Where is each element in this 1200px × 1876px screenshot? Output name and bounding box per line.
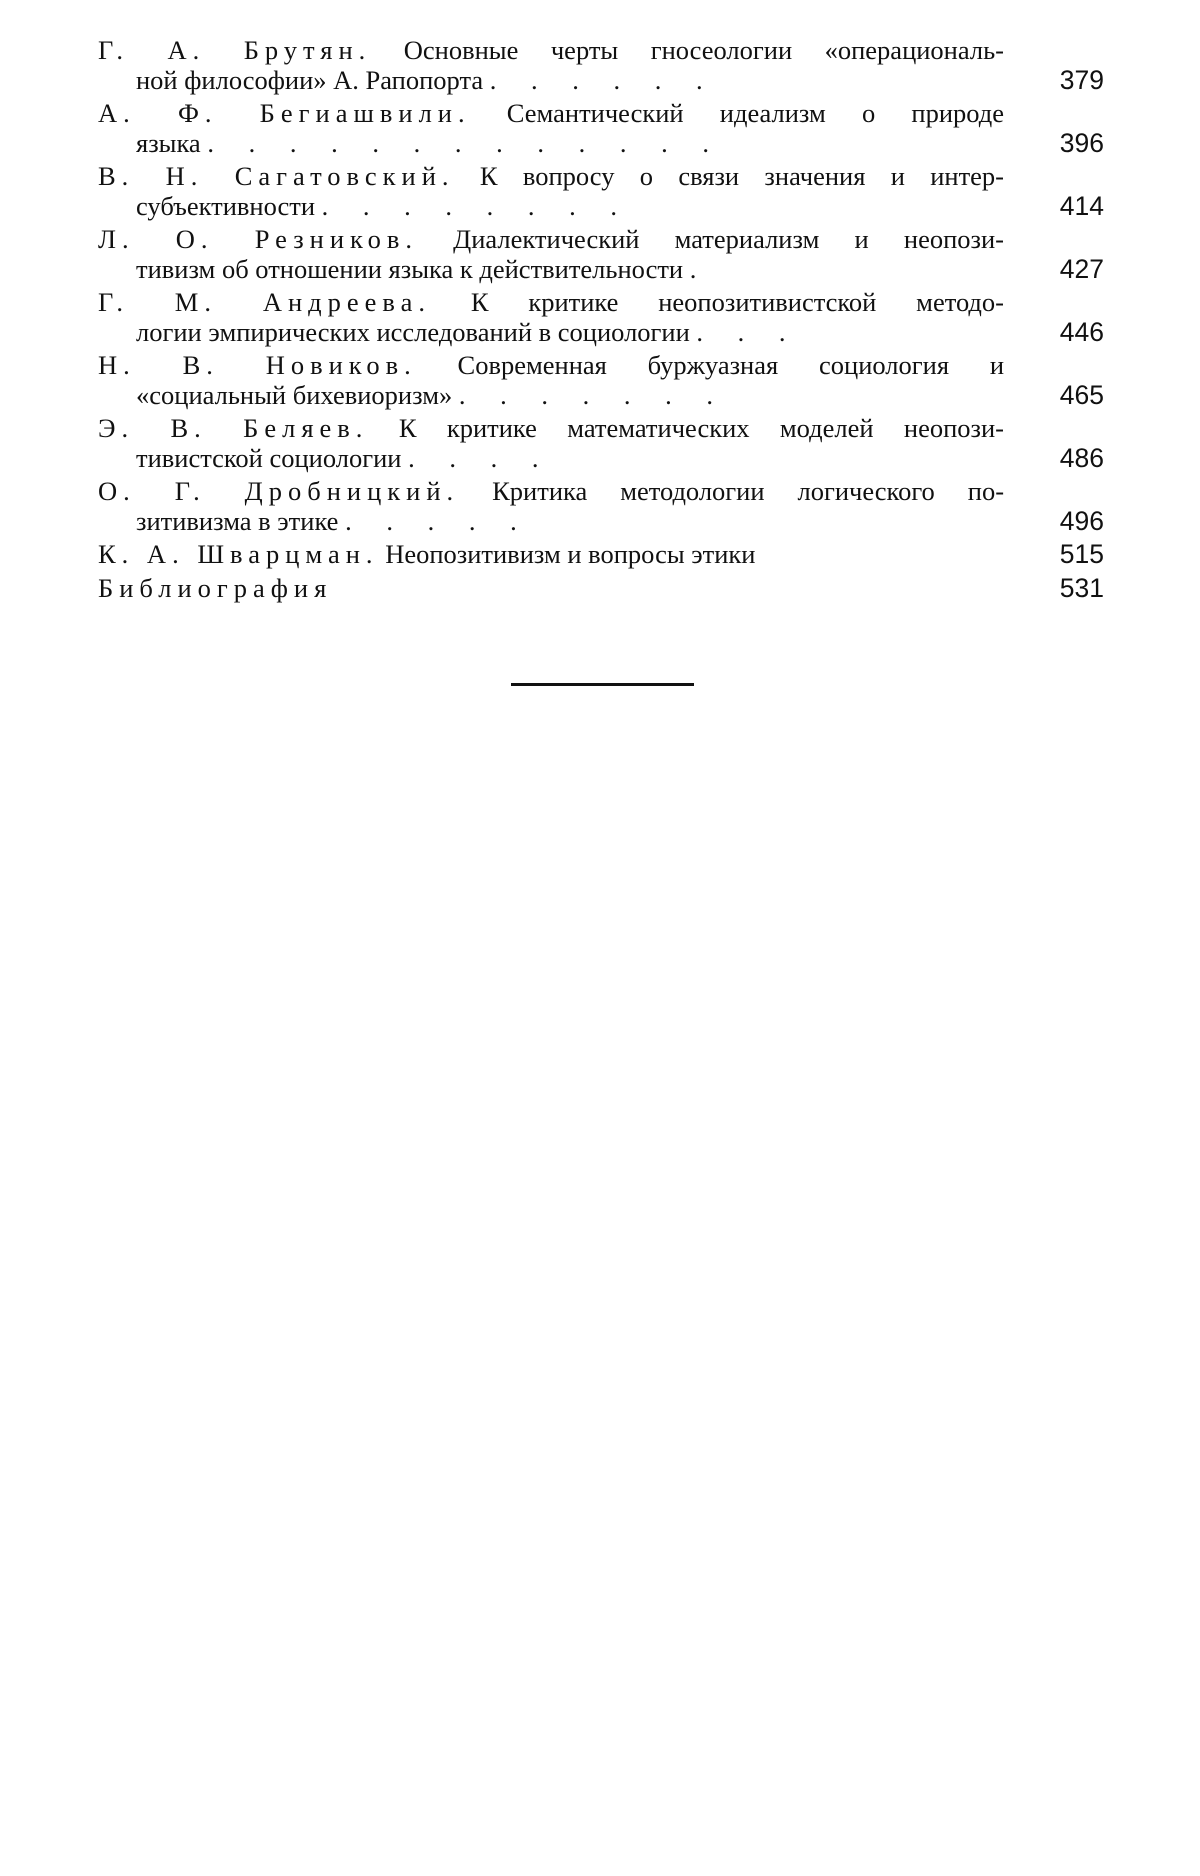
page-number: 446 [1059, 316, 1104, 347]
entry-author: К. А. Шварцман. [98, 539, 379, 569]
entry-title: Критика методологии логического по- [492, 476, 1005, 506]
toc-line [98, 162, 1004, 192]
toc-entry [98, 99, 1108, 158]
dot-leader: . . . . . . [489, 64, 703, 95]
toc-entry [98, 36, 1108, 95]
page-number: 531 [1059, 572, 1104, 603]
toc-line [98, 129, 1004, 159]
toc-line [98, 66, 1004, 96]
entry-title: логии эмпирических исследований в социологии [136, 316, 690, 347]
dot-leader: . [689, 253, 697, 284]
entry-title: Неопозитивизм и вопросы этики [385, 539, 756, 569]
entry-title: субъективности [136, 190, 316, 221]
entry-title: Семантический идеализм о природе [506, 98, 1004, 128]
entry-title: тивистской социологии [136, 442, 402, 473]
toc-entry [98, 574, 1108, 604]
dot-leader: . . . . . . . . [321, 190, 618, 221]
toc-line [98, 288, 1004, 318]
page-number: 379 [1059, 64, 1104, 95]
toc-line [98, 507, 1004, 537]
toc-line [98, 192, 1004, 222]
toc-entry [98, 540, 1108, 570]
entry-title: К вопросу о связи значения и интер- [479, 161, 1005, 191]
toc-entry [98, 162, 1108, 221]
page-number: 515 [1059, 539, 1104, 569]
dot-leader: . . . [696, 316, 786, 347]
page-number: 486 [1059, 442, 1104, 473]
entry-title: К критике неопозитивистской методо- [470, 287, 1004, 317]
entry-author: Л. О. Резников. [98, 224, 418, 254]
dot-leader: . . . . . [345, 505, 517, 536]
page-number: 414 [1059, 190, 1104, 221]
toc-line [98, 540, 1004, 570]
page-number: 465 [1059, 379, 1104, 410]
entry-title: «социальный бихевиоризм» [136, 379, 453, 410]
entry-title: языка [136, 127, 201, 158]
entry-title: Современная буржуазная социология и [457, 350, 1005, 380]
dot-leader: . . . . . . . [458, 379, 713, 410]
toc-line [98, 444, 1004, 474]
entry-author: Э. В. Беляев. [98, 413, 369, 443]
entry-author: Библиография [98, 572, 333, 603]
toc-entry [98, 477, 1108, 536]
toc-line [98, 574, 1004, 604]
entry-title: ной философии» А. Рапопорта [136, 64, 484, 95]
dot-leader: . . . . . . . . . . . . . [207, 127, 709, 158]
page-number: 396 [1059, 127, 1104, 158]
toc-line [98, 381, 1004, 411]
toc-line [98, 318, 1004, 348]
entry-author: А. Ф. Бегиашвили. [98, 98, 471, 128]
toc-line [98, 36, 1004, 66]
toc-line [98, 255, 1004, 285]
toc-line [98, 351, 1004, 381]
toc-line [98, 99, 1004, 129]
toc-entry [98, 288, 1108, 347]
entry-author: О. Г. Дробницкий. [98, 476, 460, 506]
toc-entry [98, 414, 1108, 473]
table-of-contents [98, 36, 1108, 607]
toc-line [98, 225, 1004, 255]
entry-author: Г. А. Брутян. [98, 35, 372, 65]
entry-author: Н. В. Новиков. [98, 350, 417, 380]
toc-line [98, 477, 1004, 507]
entry-title: зитивизма в этике [136, 505, 339, 536]
entry-title: Диалектический материализм и неопози- [453, 224, 1005, 254]
end-rule-divider [511, 683, 694, 686]
page-number: 496 [1059, 505, 1104, 536]
dot-leader: . . . . [408, 442, 539, 473]
entry-author: В. Н. Сагатовский. [98, 161, 455, 191]
entry-title: Основные черты гносеологии «операциональ- [403, 35, 1004, 65]
entry-title: тивизм об отношении языка к действительности [136, 253, 684, 284]
toc-line [98, 414, 1004, 444]
page-number: 427 [1059, 253, 1104, 284]
toc-entry [98, 351, 1108, 410]
entry-title: К критике математических моделей неопози- [398, 413, 1005, 443]
entry-author: Г. М. Андреева. [98, 287, 431, 317]
toc-entry [98, 225, 1108, 284]
